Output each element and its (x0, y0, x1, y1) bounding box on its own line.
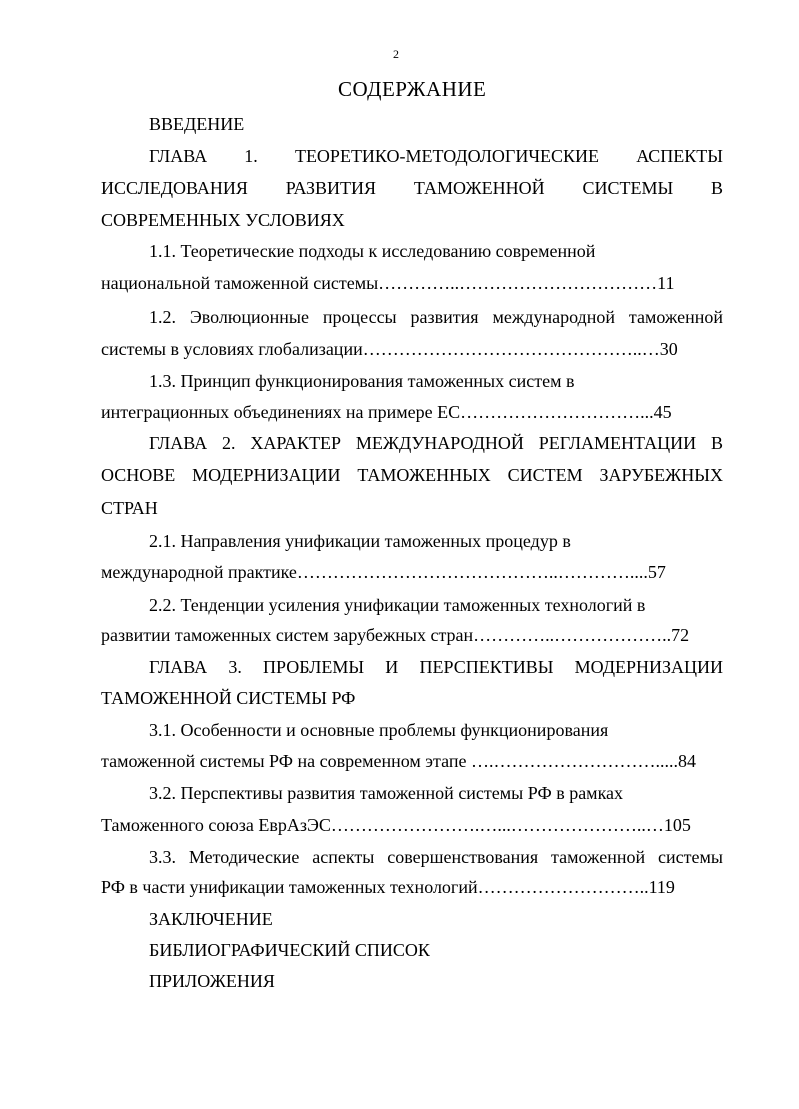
toc-appendices: ПРИЛОЖЕНИЯ (149, 971, 275, 991)
toc-intro: ВВЕДЕНИЕ (149, 114, 245, 134)
page-title: СОДЕРЖАНИЕ (338, 77, 487, 101)
toc-section-3-2-line1: 3.2. Перспективы развития таможенной системы РФ в рамках (149, 783, 624, 803)
toc-section-3-3-line2: РФ в части унификации таможенных технологий………………………..119 (101, 877, 675, 897)
toc-section-1-3-line1: 1.3. Принцип функционирования таможенных систем в (149, 371, 575, 391)
toc-bibliography: БИБЛИОГРАФИЧЕСКИЙ СПИСОК (149, 940, 430, 960)
toc-section-1-3-line2: интеграционных объединениях на примере ЕС…………………………...45 (101, 402, 672, 422)
toc-conclusion: ЗАКЛЮЧЕНИЕ (149, 909, 273, 929)
toc-chapter3-heading-line1: ГЛАВА 3. ПРОБЛЕМЫ И ПЕРСПЕКТИВЫ МОДЕРНИЗАЦИИ (149, 657, 723, 677)
toc-chapter1-heading-line3: СОВРЕМЕННЫХ УСЛОВИЯХ (101, 210, 345, 230)
toc-chapter2-heading-line1: ГЛАВА 2. ХАРАКТЕР МЕЖДУНАРОДНОЙ РЕГЛАМЕНТАЦИИ В (149, 433, 723, 453)
toc-section-2-1-line1: 2.1. Направления унификации таможенных процедур в (149, 531, 571, 551)
toc-section-2-1-line2: международной практике……………………………………..…………....57 (101, 562, 666, 582)
toc-chapter3-heading-line2: ТАМОЖЕННОЙ СИСТЕМЫ РФ (101, 688, 356, 708)
toc-section-1-2-line2: системы в условиях глобализации………………………………………..…30 (101, 339, 678, 359)
toc-section-1-1-line1: 1.1. Теоретические подходы к исследованию современной (149, 241, 596, 261)
toc-section-3-1-line2: таможенной системы РФ на современном этапе ….……………………….....84 (101, 751, 696, 771)
toc-chapter1-heading-line1: ГЛАВА 1. ТЕОРЕТИКО-МЕТОДОЛОГИЧЕСКИЕ АСПЕКТЫ (149, 146, 723, 166)
toc-section-2-2-line1: 2.2. Тенденции усиления унификации таможенных технологий в (149, 595, 646, 615)
toc-section-1-1-line2: национальной таможенной системы…………..……………………………11 (101, 273, 675, 293)
toc-section-3-3-line1: 3.3. Методические аспекты совершенствования таможенной системы (149, 847, 723, 867)
page-number: 2 (393, 47, 399, 61)
toc-chapter2-heading-line2: ОСНОВЕ МОДЕРНИЗАЦИИ ТАМОЖЕННЫХ СИСТЕМ ЗАРУБЕЖНЫХ (101, 465, 723, 485)
toc-chapter2-heading-line3: СТРАН (101, 498, 158, 518)
toc-section-3-2-line2: Таможенного союза ЕврАзЭС…………………….…...…………………..…105 (101, 815, 691, 835)
toc-section-2-2-line2: развитии таможенных систем зарубежных стран…………..………………..72 (101, 625, 690, 645)
toc-section-3-1-line1: 3.1. Особенности и основные проблемы функционирования (149, 720, 609, 740)
toc-chapter1-heading-line2: ИССЛЕДОВАНИЯ РАЗВИТИЯ ТАМОЖЕННОЙ СИСТЕМЫ В (101, 178, 723, 198)
toc-section-1-2-line1: 1.2. Эволюционные процессы развития международной таможенной (149, 307, 723, 327)
